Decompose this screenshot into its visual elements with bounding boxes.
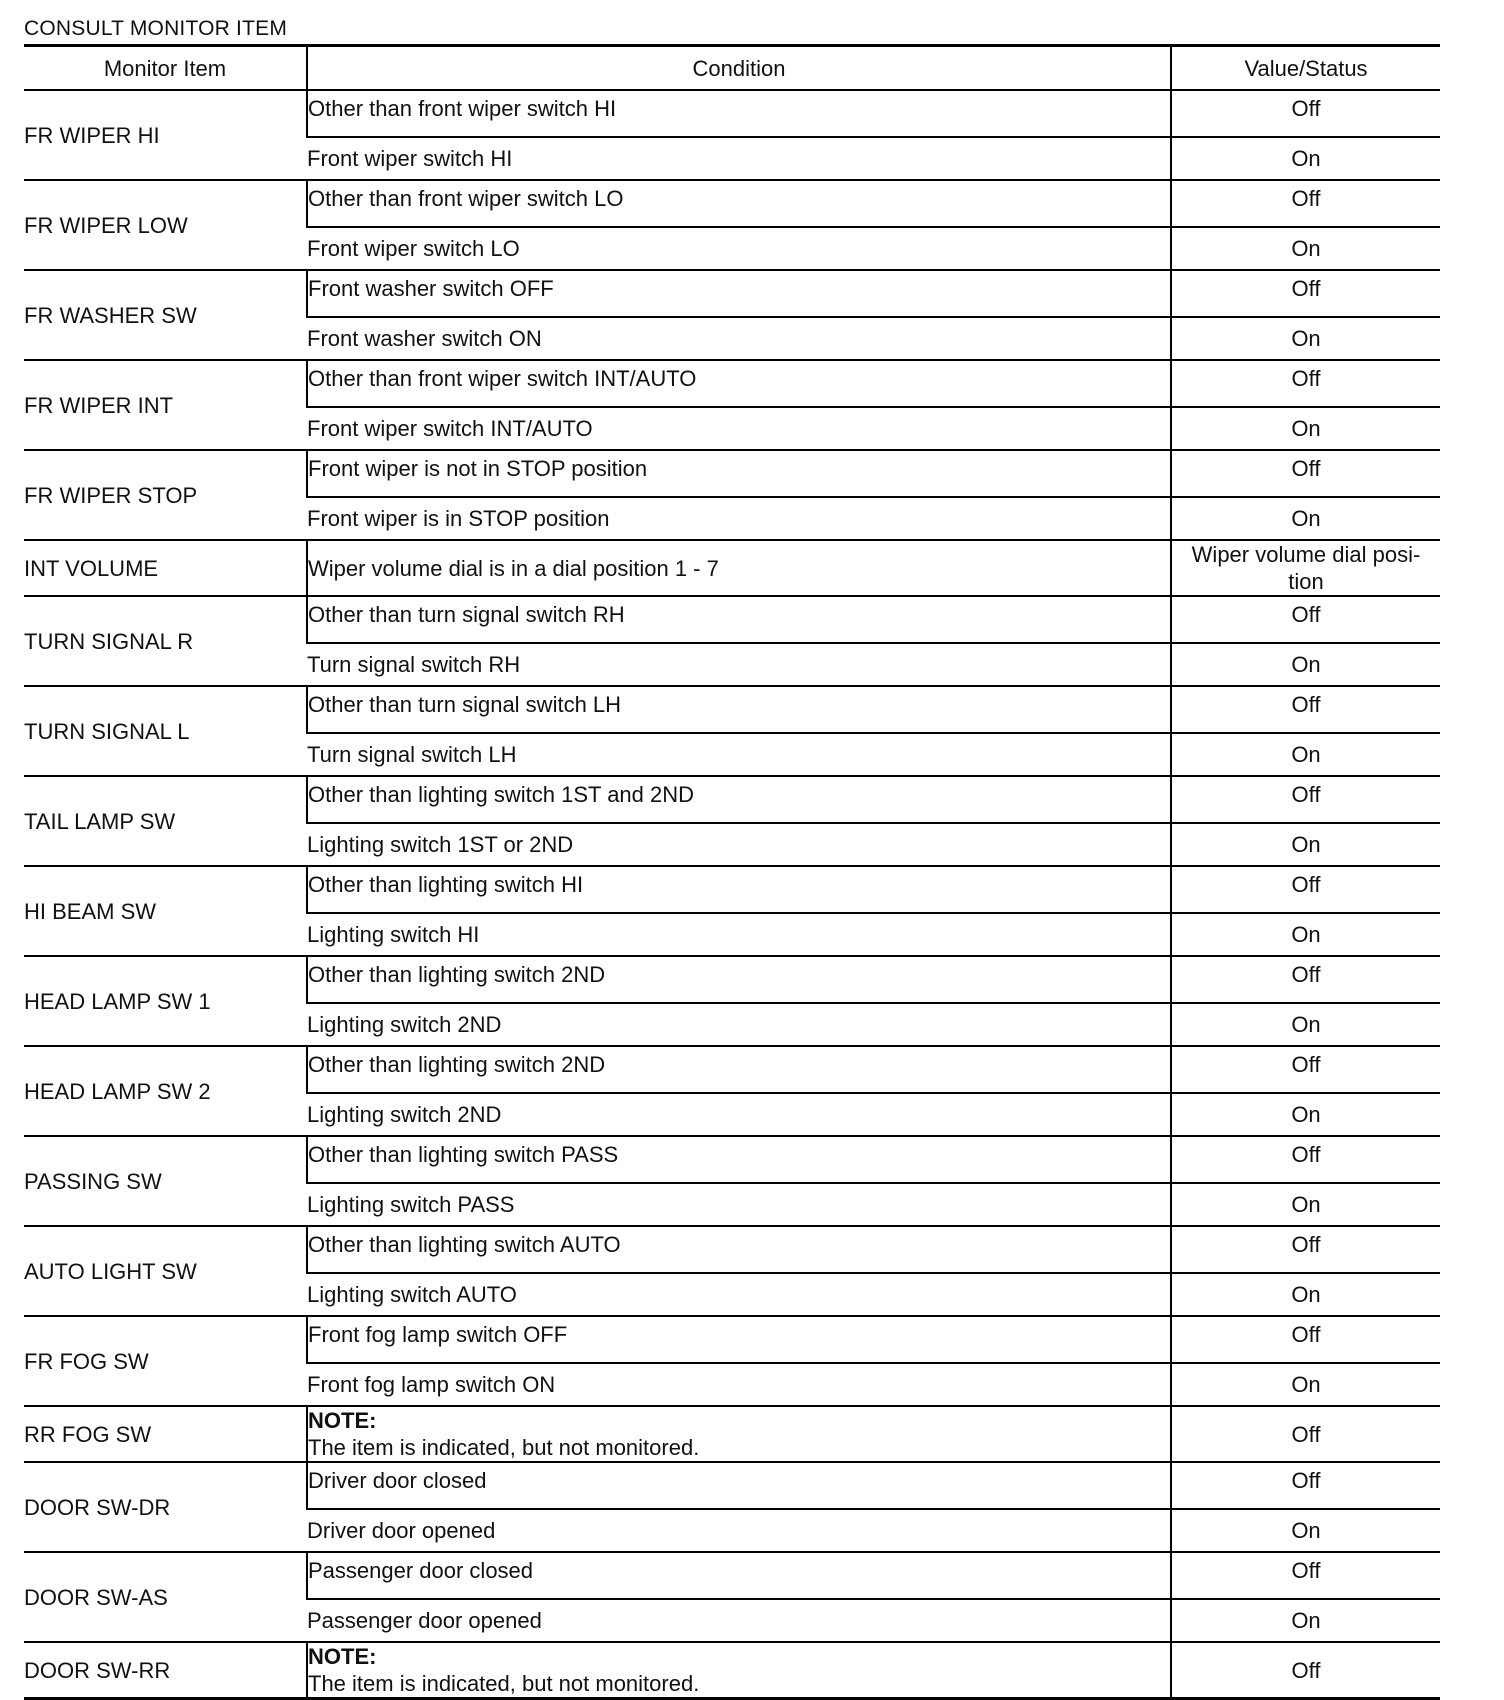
condition-cell: Lighting switch 2ND [307,1093,1171,1136]
condition-cell: Lighting switch 2ND [307,1003,1171,1046]
condition-cell: Other than lighting switch HI [307,866,1171,913]
section-title: CONSULT MONITOR ITEM [24,17,288,40]
condition-cell: Front wiper is in STOP position [307,497,1171,540]
value-status-cell: Off [1171,90,1440,137]
monitor-item-cell: FR WIPER INT [24,360,307,450]
condition-cell: Front washer switch ON [307,317,1171,360]
value-status-cell: On [1171,317,1440,360]
note-label: NOTE: [308,1408,377,1433]
monitor-item-cell: DOOR SW-RR [24,1642,307,1699]
condition-cell: Turn signal switch LH [307,733,1171,776]
monitor-item-cell: DOOR SW-AS [24,1552,307,1642]
note-text: The item is indicated, but not monitored. [308,1435,700,1460]
condition-cell: Front fog lamp switch ON [307,1363,1171,1406]
value-status-cell: On [1171,1599,1440,1642]
condition-cell: Front wiper is not in STOP position [307,450,1171,497]
monitor-item-cell: PASSING SW [24,1136,307,1226]
monitor-item-cell: FR WIPER LOW [24,180,307,270]
condition-cell: Front wiper switch INT/AUTO [307,407,1171,450]
condition-cell: Other than front wiper switch INT/AUTO [307,360,1171,407]
value-status-cell: On [1171,643,1440,686]
monitor-item-cell: RR FOG SW [24,1406,307,1462]
note-label: NOTE: [308,1644,377,1669]
condition-cell: Front washer switch OFF [307,270,1171,317]
monitor-item-cell: FR WIPER STOP [24,450,307,540]
condition-cell: Lighting switch PASS [307,1183,1171,1226]
condition-cell: Passenger door opened [307,1599,1171,1642]
value-status-cell: On [1171,733,1440,776]
value-status-cell: Off [1171,1406,1440,1462]
monitor-item-cell: HI BEAM SW [24,866,307,956]
value-status-cell: Off [1171,596,1440,643]
value-status-cell: Off [1171,270,1440,317]
condition-cell: Other than lighting switch AUTO [307,1226,1171,1273]
value-status-cell: Off [1171,776,1440,823]
table-row [24,1406,1440,1462]
value-status-cell: Off [1171,1226,1440,1273]
condition-cell: Other than front wiper switch HI [307,90,1171,137]
value-status-cell: On [1171,497,1440,540]
condition-cell: Other than front wiper switch LO [307,180,1171,227]
value-status-cell: Off [1171,450,1440,497]
value-status-cell: On [1171,227,1440,270]
header-monitor-item: Monitor Item [24,46,307,91]
value-status-cell: Off [1171,686,1440,733]
value-status-cell: Off [1171,1136,1440,1183]
value-status-cell: On [1171,1273,1440,1316]
value-status-cell: Off [1171,1642,1440,1699]
consult-monitor-table [24,44,1440,1700]
condition-cell: Front wiper switch HI [307,137,1171,180]
condition-cell: Other than turn signal switch LH [307,686,1171,733]
monitor-item-cell: FR FOG SW [24,1316,307,1406]
monitor-item-cell: TURN SIGNAL L [24,686,307,776]
monitor-item-cell: HEAD LAMP SW 2 [24,1046,307,1136]
value-status-cell: On [1171,913,1440,956]
table-row [24,596,1440,643]
value-status-cell: Off [1171,180,1440,227]
monitor-item-cell: AUTO LIGHT SW [24,1226,307,1316]
monitor-item-cell: TAIL LAMP SW [24,776,307,866]
value-status-cell: Off [1171,1552,1440,1599]
condition-cell: Other than lighting switch 2ND [307,1046,1171,1093]
monitor-item-cell: TURN SIGNAL R [24,596,307,686]
condition-cell: Lighting switch AUTO [307,1273,1171,1316]
value-status-cell: On [1171,823,1440,866]
table-row [24,450,1440,497]
table-header-row [24,46,1440,91]
value-status-cell: Off [1171,360,1440,407]
monitor-item-cell: FR WIPER HI [24,90,307,180]
table-row [24,1316,1440,1363]
condition-cell: Driver door opened [307,1509,1171,1552]
table-row [24,866,1440,913]
value-status-cell: On [1171,1509,1440,1552]
monitor-item-cell: DOOR SW-DR [24,1462,307,1552]
condition-cell: Turn signal switch RH [307,643,1171,686]
condition-cell [307,1406,1171,1462]
table-row [24,270,1440,317]
table-row [24,180,1440,227]
condition-cell: Wiper volume dial is in a dial position 1 - 7 [307,540,1171,596]
table-row [24,1046,1440,1093]
value-status-cell: Off [1171,1316,1440,1363]
table-row [24,360,1440,407]
value-status-cell: On [1171,1093,1440,1136]
table-row [24,686,1440,733]
value-status-cell: On [1171,1183,1440,1226]
monitor-item-cell: HEAD LAMP SW 1 [24,956,307,1046]
condition-cell: Other than lighting switch 2ND [307,956,1171,1003]
table-row [24,1226,1440,1273]
table-row [24,956,1440,1003]
table-row [24,1642,1440,1699]
table-row [24,1136,1440,1183]
value-status-cell: Off [1171,1462,1440,1509]
monitor-item-cell: INT VOLUME [24,540,307,596]
table-row [24,1552,1440,1599]
value-status-cell: On [1171,137,1440,180]
header-condition: Condition [307,46,1171,91]
value-status-cell: Off [1171,956,1440,1003]
table-row [24,776,1440,823]
value-status-cell: Wiper volume dial posi- tion [1171,540,1440,596]
note-text: The item is indicated, but not monitored. [308,1671,700,1696]
condition-cell: Front wiper switch LO [307,227,1171,270]
value-status-cell: On [1171,407,1440,450]
condition-cell: Lighting switch HI [307,913,1171,956]
condition-cell: Front fog lamp switch OFF [307,1316,1171,1363]
value-status-cell: Off [1171,1046,1440,1093]
table-body [24,90,1440,1699]
condition-cell: Other than lighting switch PASS [307,1136,1171,1183]
value-status-cell: On [1171,1003,1440,1046]
condition-cell: Driver door closed [307,1462,1171,1509]
condition-cell [307,1642,1171,1699]
header-value-status: Value/Status [1171,46,1440,91]
value-status-cell: On [1171,1363,1440,1406]
condition-cell: Lighting switch 1ST or 2ND [307,823,1171,866]
condition-cell: Other than lighting switch 1ST and 2ND [307,776,1171,823]
condition-cell: Passenger door closed [307,1552,1171,1599]
table-row [24,90,1440,137]
table-row [24,540,1440,596]
value-status-cell: Off [1171,866,1440,913]
condition-cell: Other than turn signal switch RH [307,596,1171,643]
table-row [24,1462,1440,1509]
monitor-item-cell: FR WASHER SW [24,270,307,360]
